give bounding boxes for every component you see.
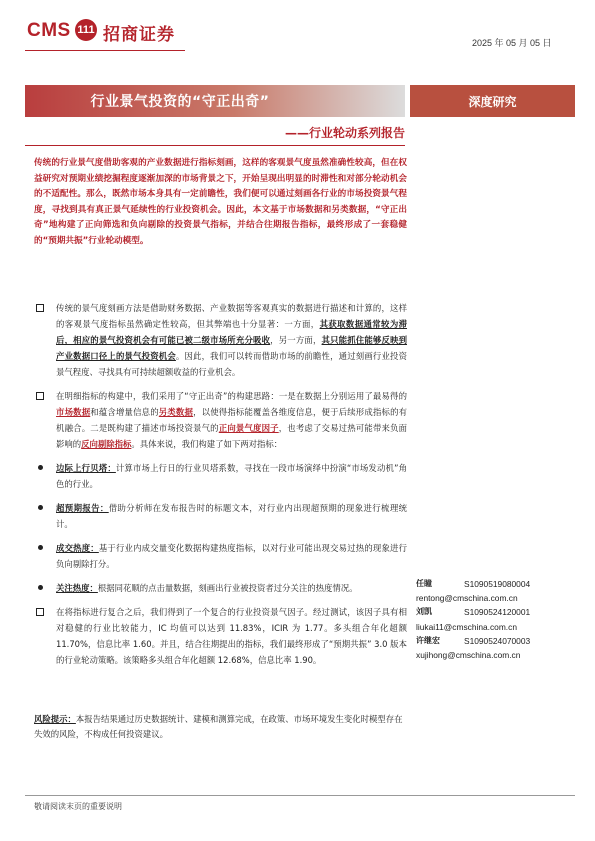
- analyst-email[interactable]: rentong@cmschina.com.cn: [416, 593, 518, 604]
- indicator-text: 计算市场上行日的行业贝塔系数，寻找在一段市场演绎中扮演“市场发动机”角色的行业。: [56, 463, 407, 489]
- header-divider: [25, 50, 185, 51]
- bullet-paragraph: [34, 300, 407, 380]
- indicator-label: 超预期报告：: [56, 503, 109, 513]
- bullet-paragraph: [34, 388, 407, 452]
- report-title: 行业景气投资的“守正出奇”: [90, 94, 270, 110]
- paragraph-text: 。因此，我们可以转而借助市场的前瞻性，通过刻画行业投资景气程度、寻找具有可持续超额收益的行业机会。: [56, 351, 408, 377]
- analyst-name: 刘凯: [416, 607, 432, 617]
- report-date: 2025 年 05 月 05 日: [472, 38, 552, 48]
- checkbox-bullet-icon: [36, 304, 44, 312]
- highlight-text: 另类数据: [158, 407, 194, 417]
- analyst-license: S1090524070003: [464, 635, 531, 646]
- emphasis-text: 其只能抓住能够反映到产业数据口径上的景气投资机会: [56, 335, 408, 361]
- checkbox-bullet-icon: [36, 392, 44, 400]
- logo-badge-icon: 111: [75, 19, 97, 41]
- indicator-label: 成交热度：: [56, 543, 99, 553]
- analyst-license: S1090519080004: [464, 579, 531, 589]
- analyst-license: S1090524120001: [464, 607, 531, 618]
- logo-chinese: 招商证券: [103, 25, 175, 45]
- bullet-paragraph: [34, 604, 407, 668]
- dot-bullet-icon: [38, 505, 43, 510]
- section-label: 深度研究: [468, 95, 517, 109]
- paragraph-text: ，另一方面，: [270, 335, 322, 345]
- logo-text: CMS: [27, 20, 71, 41]
- paragraph-text: ，也考虑了交易过热可能带来负面影响的: [56, 423, 408, 449]
- analyst-name: 许继宏: [416, 635, 440, 645]
- body-content: [34, 300, 407, 676]
- dot-bullet-item: [34, 580, 407, 596]
- footer-note: 敬请阅读末页的重要说明: [34, 802, 122, 811]
- analyst-panel: [416, 577, 576, 662]
- analyst-email[interactable]: liukai11@cmschina.com.cn: [416, 621, 517, 632]
- paragraph-text: 和蕴含增量信息的: [90, 407, 159, 417]
- highlight-text: 市场数据: [56, 407, 91, 417]
- abstract: 传统的行业景气度借助客观的产业数据进行指标刻画，这样的客观景气度虽然准确性较高，但在权益研究对预期业绩挖掘程度逐渐加深的市场背景之下，开始呈现出明显的时滞性和对部分轮动机会的不适配性。那么，既然市场本身具有一定前瞻性，我们便可以通过刻画各行业的市场投资景气程度，寻找到具有真正景气延续性的行业投资机会。因此，本文基于市场数据和另类数据，“守正出奇”地构建了正向筛选和负向剔除的投资景气指标，并结合往期报告指标，最终形成了一套稳健的“预期共振”行业轮动模型。: [34, 158, 407, 246]
- indicator-label: 关注热度：: [56, 583, 98, 593]
- risk-label: 风险提示：: [34, 714, 76, 724]
- paragraph-text: 在明细指标的构建中，我们采用了“守正出奇”的构建思路：一是在数据上分别运用了最易得的: [56, 391, 407, 401]
- paragraph-text: 传统的景气度刻画方法是借助财务数据、产业数据等客观真实的数据进行描述和计算的，这样的客观景气度指标虽然确定性较高，但其弊端也十分显著：一方面，: [56, 303, 407, 329]
- analyst-row: [416, 605, 576, 619]
- dot-bullet-icon: [38, 465, 43, 470]
- emphasis-text: 其获取数据通常较为滞后，相应的景气投资机会有可能已被二级市场所充分吸收: [56, 319, 408, 345]
- indicator-label: 边际上行贝塔：: [56, 463, 116, 473]
- dot-bullet-item: [34, 460, 407, 492]
- checkbox-bullet-icon: [36, 608, 44, 616]
- dot-bullet-icon: [38, 545, 43, 550]
- highlight-text: 反向剔除指标: [81, 439, 132, 449]
- analyst-row: [416, 634, 576, 648]
- analyst-email[interactable]: xujihong@cmschina.com.cn: [416, 650, 521, 661]
- highlight-text: 正向景气度因子: [218, 423, 279, 433]
- indicator-text: 根据同花顺的点击量数据，刻画出行业被投资者过分关注的热度情况。: [97, 583, 358, 593]
- dot-bullet-icon: [38, 585, 43, 590]
- risk-text: 本报告结果通过历史数据统计、建模和测算完成，在政策、市场环境发生变化时模型存在失效的风险，不构成任何投资建议。: [34, 714, 403, 739]
- dot-bullet-item: [34, 540, 407, 572]
- paragraph-text: 在将指标进行复合之后，我们得到了一个复合的行业投资景气因子。经过测试，该因子具有相对稳健的行业比较能力，IC 均值可以达到 11.83%，ICIR 为 1.77。多头组合年化超额 11.70%，信息比率 1.60。并且，结合往期提出的指标，我们最终形成了“预期共振” 3.0 版本的行业轮动策略。该策略多头组合年化超额 12.68%，信息比率 1.90。: [56, 607, 407, 665]
- report-subtitle: ——行业轮动系列报告: [284, 126, 405, 140]
- dot-bullet-item: [34, 500, 407, 532]
- analyst-name: 任瞳: [416, 579, 432, 588]
- paragraph-text: ，以使得指标能覆盖各维度信息，便于后续形成指标的有机融合。二是既构建了描述市场投资景气的: [56, 407, 408, 433]
- analyst-row: [416, 577, 576, 591]
- risk-warning: [34, 712, 407, 742]
- indicator-text: 基于行业内成交量变化数据构建热度指标，以对行业可能出现交易过热的现象进行负向剔除打分。: [56, 543, 407, 569]
- indicator-text: 借助分析师在发布报告时的标题文本，对行业内出现超预期的现象进行梳理统计。: [56, 503, 408, 529]
- paragraph-text: 。具体来说，我们构建了如下两对指标：: [131, 439, 283, 449]
- footer-divider: [25, 795, 575, 796]
- title-divider: [25, 145, 405, 146]
